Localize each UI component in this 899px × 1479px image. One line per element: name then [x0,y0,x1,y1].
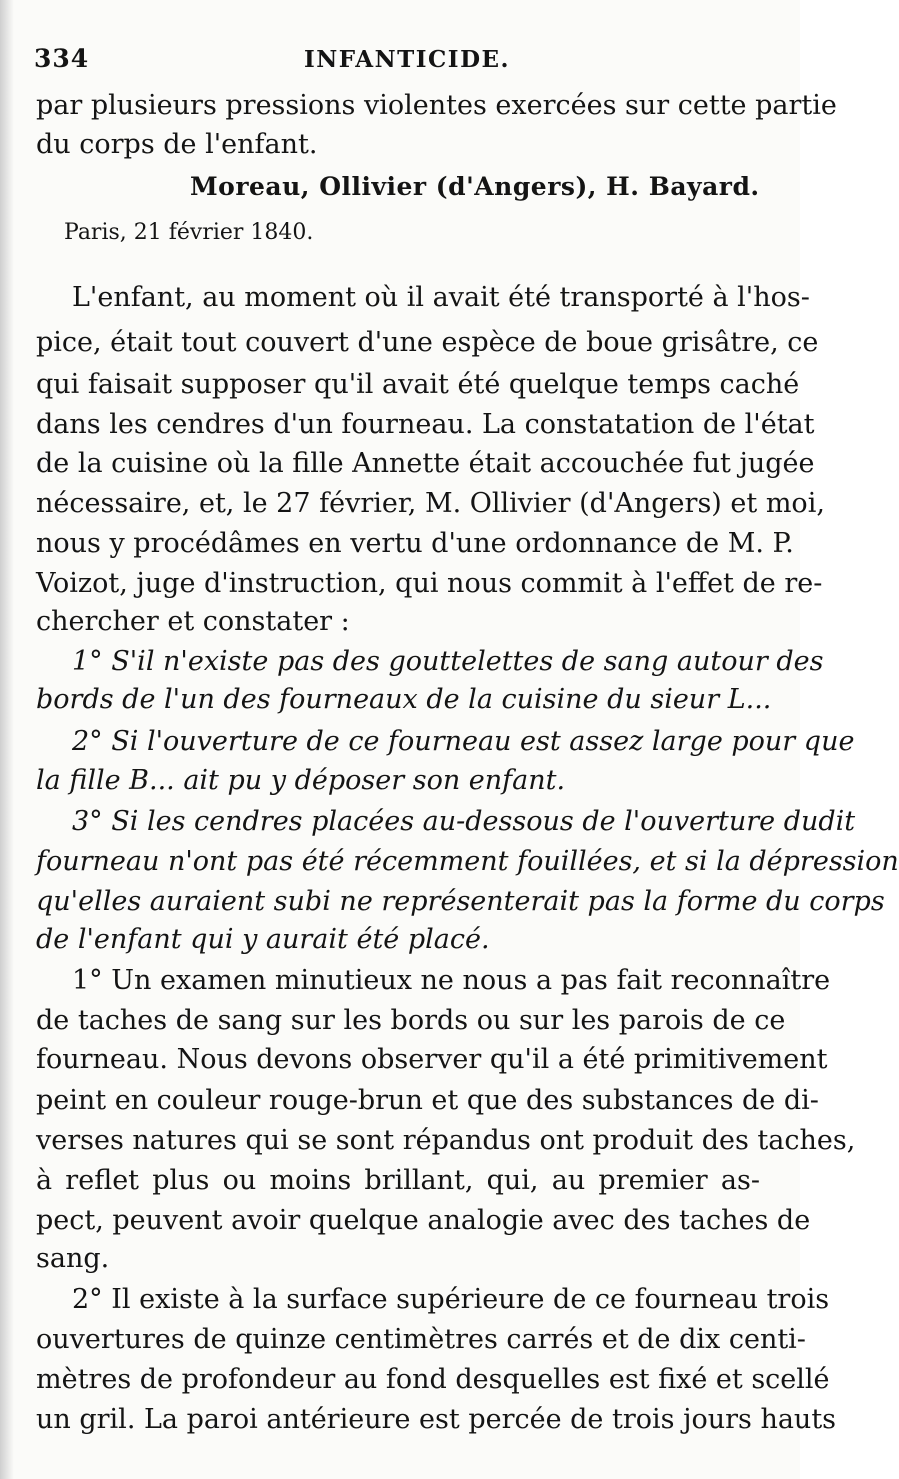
text-line: sang. [36,1243,110,1274]
text-line: pect, peuvent avoir quelque analogie avec des taches de [36,1205,811,1236]
question-item: fourneau n'ont pas été récemment fouillées, et si la dépression [36,846,899,877]
dateline: Paris, 21 février 1840. [64,220,314,245]
question-item: qu'elles auraient subi ne représenterait pas la forme du corps [36,886,885,917]
text-line: par plusieurs pressions violentes exercées sur cette partie [36,90,837,121]
text-line: mètres de profondeur au fond desquelles est fixé et scellé [36,1364,830,1395]
signatures: Moreau, Ollivier (d'Angers), H. Bayard. [190,172,760,201]
text-line: de la cuisine où la fille Annette était accouchée fut jugée [36,448,815,479]
page-number: 334 [34,44,90,73]
scan-shadow-edge [0,0,14,1479]
text-line: nécessaire, et, le 27 février, M. Ollivier (d'Angers) et moi, [36,488,825,519]
text-line: Voizot, juge d'instruction, qui nous commit à l'effet de re- [36,568,823,599]
text-line: nous y procédâmes en vertu d'une ordonnance de M. P. [36,528,794,559]
text-line: fourneau. Nous devons observer qu'il a été primitivement [36,1044,828,1075]
question-item: bords de l'un des fourneaux de la cuisine du sieur L... [36,684,772,715]
text-line: chercher et constater : [36,606,350,637]
text-line: 2° Il existe à la surface supérieure de ce fourneau trois [72,1284,830,1315]
text-line: peint en couleur rouge-brun et que des substances de di- [36,1085,819,1116]
text-line: ouvertures de quinze centimètres carrés et de dix centi- [36,1324,806,1355]
text-line: qui faisait supposer qu'il avait été quelque temps caché [36,369,800,400]
text-line: 1° Un examen minutieux ne nous a pas fait reconnaître [72,965,831,996]
question-item: 3° Si les cendres placées au-dessous de l'ouverture dudit [72,806,856,837]
text-line: pice, était tout couvert d'une espèce de boue grisâtre, ce [36,327,819,358]
text-line: L'enfant, au moment où il avait été transporté à l'hos- [72,282,810,313]
question-item: 1° S'il n'existe pas des gouttelettes de sang autour des [72,646,824,677]
question-item: la fille B... ait pu y déposer son enfant. [36,765,566,796]
running-title: INFANTICIDE. [304,46,511,73]
text-line: à reflet plus ou moins brillant, qui, au premier as- [36,1165,760,1196]
text-line: du corps de l'enfant. [36,129,318,160]
text-line: dans les cendres d'un fourneau. La constatation de l'état [36,409,815,440]
question-item: de l'enfant qui y aurait été placé. [36,924,490,955]
text-line: de taches de sang sur les bords ou sur les parois de ce [36,1005,786,1036]
text-line: verses natures qui se sont répandus ont produit des taches, [36,1125,856,1156]
question-item: 2° Si l'ouverture de ce fourneau est assez large pour que [72,726,855,757]
page-header [34,40,764,76]
text-line: un gril. La paroi antérieure est percée de trois jours hauts [36,1404,837,1435]
